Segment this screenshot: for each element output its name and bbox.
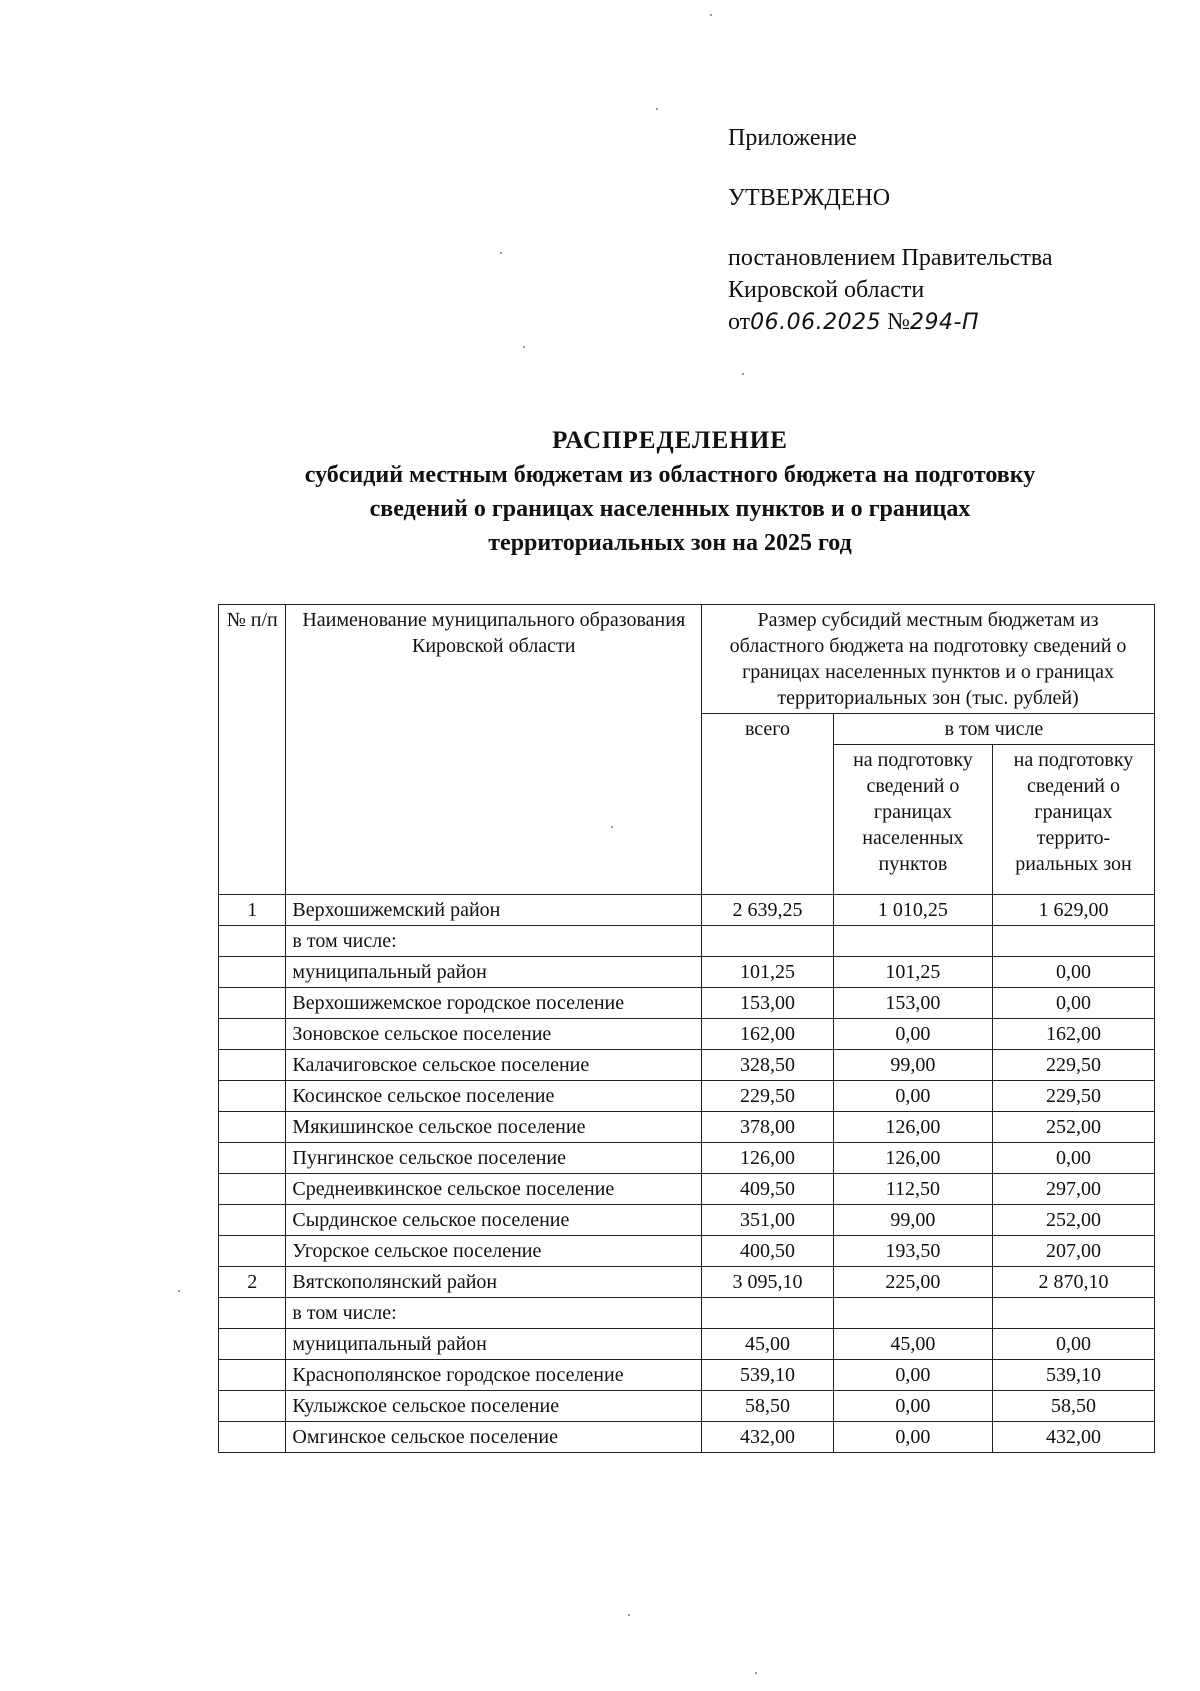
cell-name: Кулыжское сельское поселение <box>286 1391 702 1422</box>
cell-no: 2 <box>219 1267 286 1298</box>
cell-settlements: 112,50 <box>833 1174 992 1205</box>
cell-no <box>219 1360 286 1391</box>
cell-zones: 539,10 <box>992 1360 1154 1391</box>
cell-total: 409,50 <box>702 1174 834 1205</box>
scan-speck <box>523 346 525 348</box>
cell-zones: 58,50 <box>992 1391 1154 1422</box>
cell-total: 328,50 <box>702 1050 834 1081</box>
cell-total <box>702 1298 834 1329</box>
handwritten-number: 294-П <box>910 310 980 335</box>
cell-total: 126,00 <box>702 1143 834 1174</box>
cell-name: Краснополянское городское поселение <box>286 1360 702 1391</box>
header-name: Наименование муниципального образования Кировской области <box>286 605 702 895</box>
cell-zones: 229,50 <box>992 1081 1154 1112</box>
cell-name: Косинское сельское поселение <box>286 1081 702 1112</box>
cell-total: 2 639,25 <box>702 895 834 926</box>
table-row <box>219 988 1155 1019</box>
cell-name: Верхошижемский район <box>286 895 702 926</box>
cell-settlements: 193,50 <box>833 1236 992 1267</box>
cell-settlements: 0,00 <box>833 1081 992 1112</box>
cell-name: Среднеивкинское сельское поселение <box>286 1174 702 1205</box>
scan-speck <box>742 373 744 375</box>
cell-settlements: 126,00 <box>833 1143 992 1174</box>
cell-settlements: 0,00 <box>833 1360 992 1391</box>
cell-no <box>219 1019 286 1050</box>
scan-speck <box>710 14 712 16</box>
approved-label: УТВЕРЖДЕНО <box>728 185 891 211</box>
cell-no <box>219 1422 286 1453</box>
header-settlements: на подготовку сведений о границах населенных пунктов <box>833 745 992 895</box>
cell-total: 58,50 <box>702 1391 834 1422</box>
cell-no <box>219 1236 286 1267</box>
cell-settlements: 153,00 <box>833 988 992 1019</box>
subsidy-table <box>218 604 1155 1453</box>
cell-total: 162,00 <box>702 1019 834 1050</box>
cell-no <box>219 1205 286 1236</box>
cell-zones: 432,00 <box>992 1422 1154 1453</box>
header-zones: на подготовку сведений о границах террито-риальных зон <box>992 745 1154 895</box>
cell-no <box>219 1081 286 1112</box>
scan-speck <box>755 1672 757 1674</box>
header-size: Размер субсидий местным бюджетам из областного бюджета на подготовку сведений о границах населенных пунктов и о границах территориальных зон (тыс. рублей) <box>702 605 1155 714</box>
cell-name: Омгинское сельское поселение <box>286 1422 702 1453</box>
table-row <box>219 1267 1155 1298</box>
title-heading: РАСПРЕДЕЛЕНИЕ <box>552 427 788 454</box>
cell-settlements: 99,00 <box>833 1205 992 1236</box>
cell-settlements <box>833 926 992 957</box>
table-row <box>219 1112 1155 1143</box>
cell-total: 378,00 <box>702 1112 834 1143</box>
table-row <box>219 1174 1155 1205</box>
table-row <box>219 1329 1155 1360</box>
scan-speck <box>656 108 658 110</box>
table-row <box>219 957 1155 988</box>
cell-no <box>219 1329 286 1360</box>
header-no: № п/п <box>219 605 286 895</box>
cell-settlements <box>833 1298 992 1329</box>
resolution-line-2: Кировской области <box>728 277 925 303</box>
cell-zones <box>992 1298 1154 1329</box>
cell-no <box>219 957 286 988</box>
resolution-date-line <box>728 306 1053 339</box>
cell-settlements: 0,00 <box>833 1019 992 1050</box>
scan-speck <box>500 252 502 254</box>
cell-settlements: 126,00 <box>833 1112 992 1143</box>
table-body <box>219 895 1155 1453</box>
cell-zones <box>992 926 1154 957</box>
approval-block <box>728 122 1053 339</box>
cell-name: муниципальный район <box>286 1329 702 1360</box>
cell-total: 101,25 <box>702 957 834 988</box>
table-row <box>219 1205 1155 1236</box>
cell-settlements: 45,00 <box>833 1329 992 1360</box>
cell-name: Пунгинское сельское поселение <box>286 1143 702 1174</box>
cell-name: Зоновское сельское поселение <box>286 1019 702 1050</box>
cell-name: в том числе: <box>286 1298 702 1329</box>
cell-zones: 1 629,00 <box>992 895 1154 926</box>
cell-total: 45,00 <box>702 1329 834 1360</box>
cell-total: 229,50 <box>702 1081 834 1112</box>
document-title <box>200 424 1140 560</box>
cell-settlements: 0,00 <box>833 1422 992 1453</box>
cell-settlements: 101,25 <box>833 957 992 988</box>
cell-zones: 252,00 <box>992 1112 1154 1143</box>
table-row <box>219 926 1155 957</box>
cell-zones: 0,00 <box>992 988 1154 1019</box>
header-including: в том числе <box>833 714 1154 745</box>
cell-zones: 162,00 <box>992 1019 1154 1050</box>
table-row <box>219 1019 1155 1050</box>
cell-zones: 252,00 <box>992 1205 1154 1236</box>
cell-no <box>219 1112 286 1143</box>
cell-name: Угорское сельское поселение <box>286 1236 702 1267</box>
cell-total: 539,10 <box>702 1360 834 1391</box>
date-prefix: от <box>728 309 751 335</box>
cell-no <box>219 1143 286 1174</box>
scan-speck <box>611 826 613 828</box>
table-row <box>219 1360 1155 1391</box>
table-row <box>219 1143 1155 1174</box>
table-row <box>219 1081 1155 1112</box>
table-row <box>219 1391 1155 1422</box>
cell-total: 432,00 <box>702 1422 834 1453</box>
cell-name: Калачиговское сельское поселение <box>286 1050 702 1081</box>
cell-name: муниципальный район <box>286 957 702 988</box>
table-row <box>219 1298 1155 1329</box>
cell-no <box>219 1298 286 1329</box>
cell-zones: 297,00 <box>992 1174 1154 1205</box>
cell-settlements: 1 010,25 <box>833 895 992 926</box>
cell-settlements: 0,00 <box>833 1391 992 1422</box>
cell-name: Вятскополянский район <box>286 1267 702 1298</box>
cell-total: 400,50 <box>702 1236 834 1267</box>
cell-no: 1 <box>219 895 286 926</box>
cell-zones: 0,00 <box>992 957 1154 988</box>
cell-settlements: 225,00 <box>833 1267 992 1298</box>
cell-total: 153,00 <box>702 988 834 1019</box>
table-row <box>219 1236 1155 1267</box>
table-row <box>219 895 1155 926</box>
cell-settlements: 99,00 <box>833 1050 992 1081</box>
cell-no <box>219 1174 286 1205</box>
handwritten-date: 06.06.2025 <box>750 310 882 335</box>
cell-total <box>702 926 834 957</box>
cell-name: Верхошижемское городское поселение <box>286 988 702 1019</box>
title-line-2: субсидий местным бюджетам из областного бюджета на подготовку <box>304 462 1036 488</box>
cell-name: Сырдинское сельское поселение <box>286 1205 702 1236</box>
cell-zones: 0,00 <box>992 1143 1154 1174</box>
cell-no <box>219 1391 286 1422</box>
cell-zones: 2 870,10 <box>992 1267 1154 1298</box>
cell-name: Мякишинское сельское поселение <box>286 1112 702 1143</box>
table-row <box>219 1422 1155 1453</box>
cell-no <box>219 1050 286 1081</box>
cell-zones: 0,00 <box>992 1329 1154 1360</box>
cell-zones: 207,00 <box>992 1236 1154 1267</box>
title-line-4: территориальных зон на 2025 год <box>488 530 852 556</box>
scan-speck <box>628 1614 630 1616</box>
cell-name: в том числе: <box>286 926 702 957</box>
cell-zones: 229,50 <box>992 1050 1154 1081</box>
cell-no <box>219 926 286 957</box>
number-prefix: № <box>887 309 911 335</box>
cell-no <box>219 988 286 1019</box>
appendix-label: Приложение <box>728 125 857 151</box>
title-line-3: сведений о границах населенных пунктов и о границах <box>369 496 971 522</box>
resolution-line-1: постановлением Правительства <box>728 245 1053 271</box>
header-total: всего <box>702 714 834 895</box>
table-row <box>219 1050 1155 1081</box>
cell-total: 3 095,10 <box>702 1267 834 1298</box>
cell-total: 351,00 <box>702 1205 834 1236</box>
scan-speck <box>178 1290 180 1292</box>
